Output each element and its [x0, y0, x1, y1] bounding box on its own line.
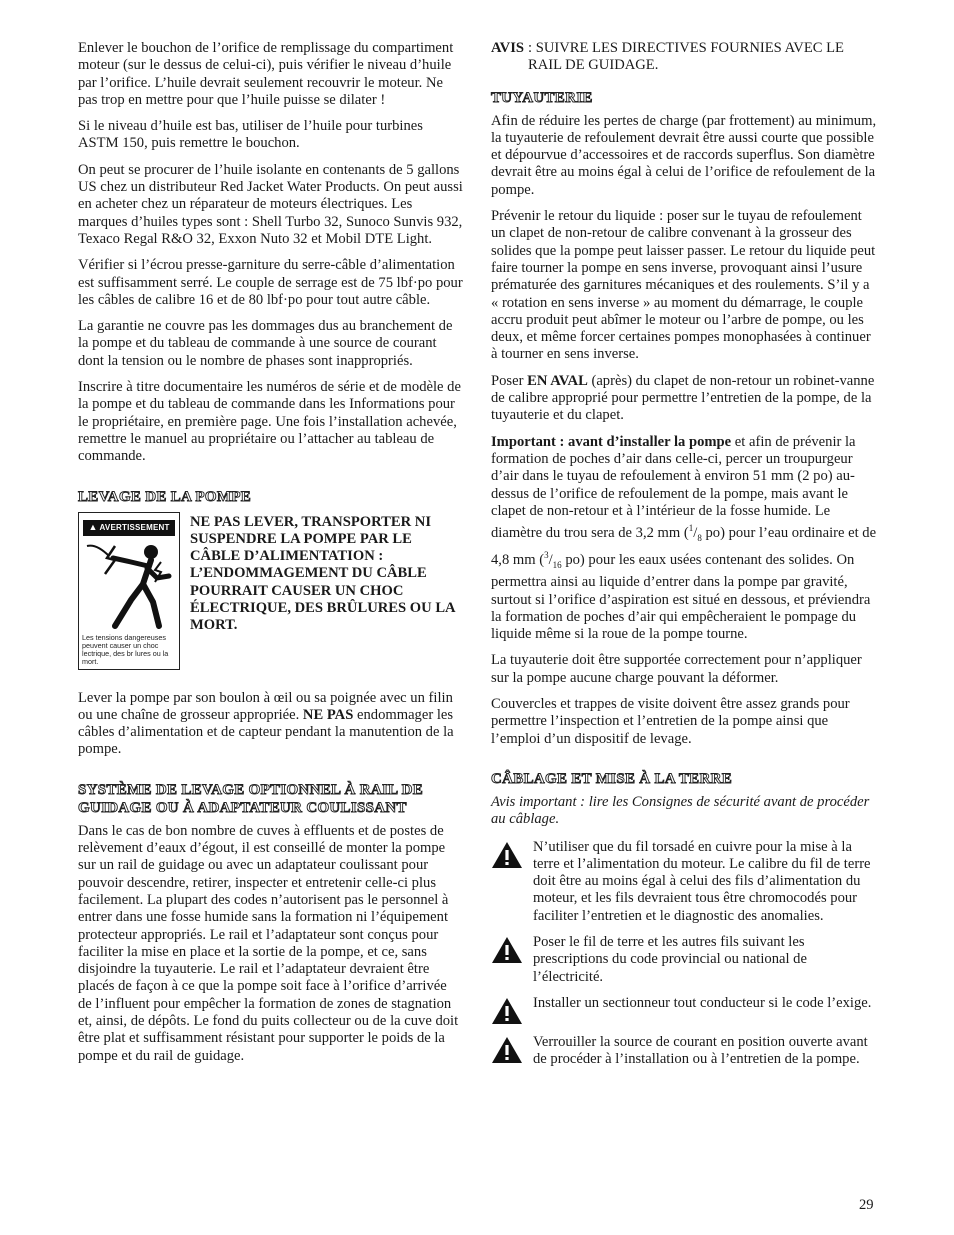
paragraph: Si le niveau d’huile est bas, utiliser de l’huile pour turbines ASTM 150, puis remettre le bouchon.: [78, 118, 423, 152]
paragraph: La tuyauterie doit être supportée correctement pour n’appliquer sur la pompe aucune charge pouvant la déformer.: [491, 652, 862, 686]
warning-item: N’utiliser que du fil torsadé en cuivre pour la mise à la terre et l’alimentation du moteur. Le calibre du fil de terre doit être au moins égal à celui des fils d’alimentation du moteur, et les fils devraient tous être chromocodés pour faciliter l’entretien et le diagnostic des anomalies.: [491, 839, 877, 925]
paragraph: Important : avant d’installer la pompe et afin de prévenir la formation de poches d’air dans celle-ci, percer un troupurgeur d’air dans le tuyau de refoulement à environ 51 mm (2 po) au-dessus de l’orifice de refoulement de la pompe, mais avant le clapet de non-retour et à l’intérieur de la fosse humide. Le diamètre du trou sera de 3,2 mm ($^1/_8$ po) pour l’eau ordinaire et de 4,8 mm ($^3/_{16}$ po) pour les eaux usées contenant des solides. On permettra ainsi au liquide d’entrer dans la pompe par gravité, surtout si l’orifice d’aspiration est situé en dessous, et préviendra la formation de poches d’air qui empêcheraient le pompage du liquide même si la roue de la pompe tourne.: [491, 433, 877, 643]
warning-triangle-icon: [491, 934, 533, 986]
paragraph: Inscrire à titre documentaire les numéros de série et de modèle de la pompe et du tableau de commande dans les Informations pour le propriétaire, en première page. Une fois l’installation achevée, remettre le manuel au propriétaire ou l’attacher au tableau de commande.: [78, 379, 461, 465]
warning-item: Installer un sectionneur tout conducteur si le code l’exige.: [491, 995, 877, 1025]
cablage-intro: Avis important : lire les Consignes de sécurité avant de procéder au câblage.: [491, 793, 870, 828]
warning-label-caption: Les tensions dangereuses peuvent causer un choc lectrique, des br lures ou la mort.: [82, 632, 169, 667]
warning-triangle-icon: [491, 1034, 533, 1069]
warning-triangle-icon: [491, 839, 533, 925]
paragraph: Dans le cas de bon nombre de cuves à effluents et de postes de relèvement d’eaux d’égout, il est conseillé de monter la pompe sur un rail de guidage ou avec un adaptateur coulissant pour pouvoir descendre, retirer, inspecter et entretenir celle-ci plus facilement. La plupart des codes n’autorisent pas le personnel à entrer dans une fosse humide sans la formation ni l’équipement protecteur appropriés. Le rail et l’adaptateur sont conçus pour faciliter la mise en place et la sortie de la pompe, et ce, sans disjoindre la tuyauterie. Le rail et l’adaptateur devraient être placés de façon à ce que la pompe soit face à l’orifice d’arrivée de l’influent pour empêcher la formation de zones de stagnation et, ainsi, de dépôts. Le fond du puits collecteur ou de la cuve doit être plat et suffisamment résistant pour supporter le poids de la pompe et du rail de guidage.: [78, 822, 459, 1064]
warning-item: Poser le fil de terre et les autres fils suivant les prescriptions du code provincial ou national de l’électricité.: [491, 934, 877, 986]
section-heading-cablage: CÂBLAGE ET MISE À LA TERRE: [491, 770, 733, 787]
page-number: 29: [859, 1197, 874, 1213]
paragraph: Poser EN AVAL (après) du clapet de non-retour un robinet-vanne de calibre approprié pour permettre l’entretien de la pompe, de la tuyauterie et du clapet.: [491, 372, 875, 424]
warning-label-image: [78, 512, 180, 670]
warning-item: Verrouiller la source de courant en position ouverte avant de procéder à l’installation ou à l’entretien de la pompe.: [491, 1034, 877, 1069]
avis-note: AVIS : SUIVRE LES DIRECTIVES FOURNIES AVEC LE RAIL DE GUIDAGE.: [491, 40, 844, 74]
section-heading-levage: LEVAGE DE LA POMPE: [78, 488, 252, 505]
electric-shock-icon: [85, 540, 173, 632]
paragraph: Vérifier si l’écrou presse-garniture du serre-câble d’alimentation est suffisamment serré. Le couple de serrage est de 75 lbf·po pour les câbles de calibre 16 et de 80 lbf·po pour tout autre câble.: [78, 257, 463, 308]
right-column: [491, 40, 877, 1077]
section-heading-tuyauterie: TUYAUTERIE: [491, 89, 593, 106]
warning-triangle-icon: [491, 995, 533, 1025]
paragraph: On peut se procurer de l’huile isolante en contenants de 5 gallons US chez un distributeur Red Jacket Water Products. On peut aussi en acheter chez un réparateur de moteurs électriques. Les marques d’huiles types sont : Shell Turbo 32, Sunoco Sunvis 932, Texaco Regal R&O 32, Exxon Nuto 32 et Mobil DTE Light.: [78, 161, 463, 247]
paragraph: Lever la pompe par son boulon à œil ou sa poignée avec un filin ou une chaîne de grosseur appropriée. NE PAS endommager les câbles d’alimentation et de capteur pendant la manutention de la pompe.: [78, 689, 454, 758]
left-column: [78, 40, 464, 1074]
paragraph: La garantie ne couvre pas les dommages dus au branchement de la pompe et du tableau de commande à une source de courant dont la tension ou le nombre de phases sont inappropriés.: [78, 318, 453, 369]
warning-label-header: ▲ AVERTISSEMENT: [83, 520, 175, 536]
warning-block: [78, 512, 464, 670]
section-heading-systeme: SYSTÈME DE LEVAGE OPTIONNEL À RAIL DE GUIDAGE OU À ADAPTATEUR COULISSANT: [78, 781, 424, 816]
paragraph: Couvercles et trappes de visite doivent être assez grands pour permettre l’inspection et l’entretien de la pompe ainsi que l’emploi d’un dispositif de levage.: [491, 696, 850, 747]
paragraph: Prévenir le retour du liquide : poser sur le tuyau de refoulement un clapet de non-retour de calibre convenant à la grosseur des solides que la pompe peut laisser passer. Le retour du liquide peut faire tourner la pompe en sens inverse, provoquant ainsi l’usure prématurée des garnitures mécaniques et des roulements. S’il y a « rotation en sens inverse » au moment du démarrage, le couple accru produit peut abîmer le moteur ou l’arbre de pompe, ou les deux, et même forcer certaines pompes monophasées à continuer à tourner en sens inverse.: [491, 208, 876, 363]
warning-text: NE PAS LEVER, TRANSPORTER NI SUSPENDRE LA POMPE PAR LE CÂBLE D’ALIMENTATION : L’ENDOMMAGEMENT DU CÂBLE POURRAIT CAUSER UN CHOC ÉLECTRIQUE, DES BRÛLURES OU LA MORT.: [190, 513, 455, 634]
warning-triangle-icon: ▲: [88, 521, 98, 532]
paragraph: Enlever le bouchon de l’orifice de remplissage du compartiment moteur (sur le dessus de celui-ci), puis vérifier le niveau d’huile par l’orifice. L’huile devrait seulement recouvrir le moteur. Ne pas trop en mettre pour que l’huile puisse se dilater !: [78, 40, 454, 108]
paragraph: Afin de réduire les pertes de charge (par frottement) au minimum, la tuyauterie de refoulement devrait être aussi courte que possible et dépourvue d’accessoires et de raccords superflus. Son diamètre devrait être au moins égal à celui de l’orifice de refoulement de la pompe.: [491, 112, 877, 198]
